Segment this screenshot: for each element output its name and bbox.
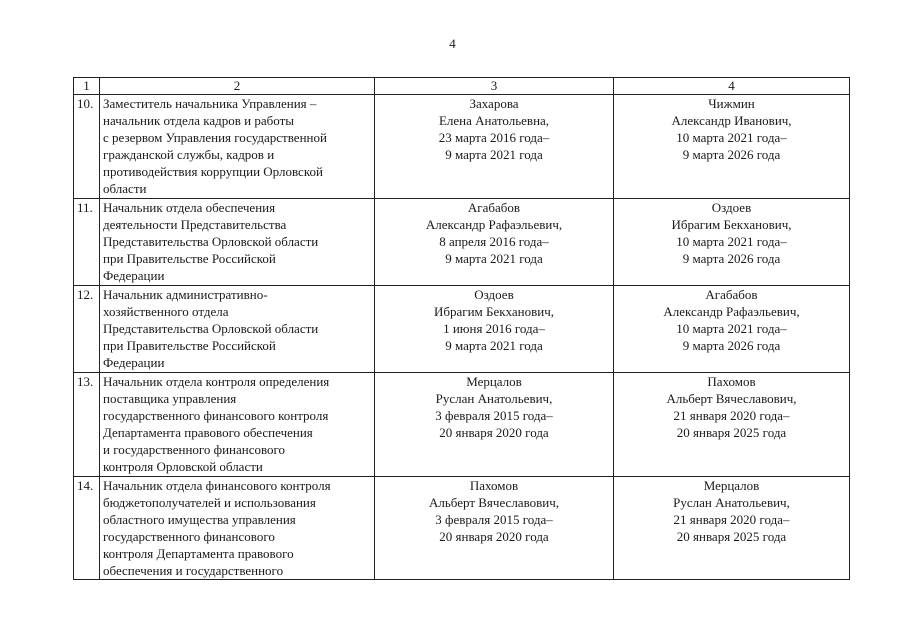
previous-holder-name: Захарова	[469, 96, 519, 111]
next-holder-name: Чижмин	[708, 96, 755, 111]
next-holder-patronymic: Альберт Вячеславович,	[666, 391, 797, 406]
previous-holder-from: 3 февраля 2015 года–	[435, 512, 553, 527]
next-holder-from: 21 января 2020 года–	[673, 512, 790, 527]
previous-holder-patronymic: Руслан Анатольевич,	[435, 391, 553, 406]
previous-holder	[375, 95, 614, 199]
header-cell-4: 4	[614, 78, 850, 95]
position-title: Начальник отдела финансового контроля бюджетополучателей и использования областного имущества управления государственного финансового контроля Департамента правового обеспечения и государственного	[100, 477, 375, 580]
appointments-table	[73, 77, 850, 580]
row-number: 11.	[74, 199, 100, 286]
next-holder	[614, 199, 850, 286]
previous-holder-from: 8 апреля 2016 года–	[439, 234, 549, 249]
next-holder-from: 10 марта 2021 года–	[676, 130, 787, 145]
table-row	[74, 477, 850, 580]
header-cell-1: 1	[74, 78, 100, 95]
row-number: 10.	[74, 95, 100, 199]
next-holder-name: Оздоев	[711, 200, 752, 215]
previous-holder-name: Мерцалов	[466, 374, 522, 389]
next-holder-to: 9 марта 2026 года	[682, 147, 781, 162]
next-holder-to: 9 марта 2026 года	[682, 251, 781, 266]
row-number: 13.	[74, 373, 100, 477]
next-holder-name: Агабабов	[705, 287, 758, 302]
previous-holder-name: Оздоев	[474, 287, 514, 302]
table-row	[74, 199, 850, 286]
next-holder	[614, 95, 850, 199]
previous-holder	[375, 477, 614, 580]
previous-holder-name: Пахомов	[469, 478, 519, 493]
previous-holder-from: 1 июня 2016 года–	[443, 321, 545, 336]
next-holder	[614, 373, 850, 477]
previous-holder-patronymic: Александр Рафаэльевич,	[425, 217, 563, 232]
previous-holder-to: 9 марта 2021 года	[445, 251, 543, 266]
previous-holder-patronymic: Ибрагим Бекханович,	[433, 304, 555, 319]
next-holder	[614, 477, 850, 580]
previous-holder-from: 23 марта 2016 года–	[438, 130, 550, 145]
position-title: Заместитель начальника Управления – начальник отдела кадров и работы с резервом Управления государственной гражданской службы, кадров и противодействия коррупции Орловской области	[100, 95, 375, 199]
row-number: 12.	[74, 286, 100, 373]
next-holder	[614, 286, 850, 373]
next-holder-to: 20 января 2025 года	[676, 529, 787, 544]
next-holder-patronymic: Руслан Анатольевич,	[673, 495, 790, 510]
previous-holder-patronymic: Альберт Вячеславович,	[428, 495, 560, 510]
table-row	[74, 95, 850, 199]
next-holder-name: Мерцалов	[703, 478, 760, 493]
position-title: Начальник отдела контроля определения поставщика управления государственного финансового контроля Департамента правового обеспечения и государственного финансового контроля Орловской области	[100, 373, 375, 477]
next-holder-from: 10 марта 2021 года–	[676, 321, 787, 336]
next-holder-to: 20 января 2025 года	[676, 425, 787, 440]
previous-holder-name: Агабабов	[467, 200, 521, 215]
previous-holder-to: 9 марта 2021 года	[445, 147, 543, 162]
previous-holder	[375, 199, 614, 286]
next-holder-patronymic: Александр Рафаэльевич,	[663, 304, 800, 319]
row-number: 14.	[74, 477, 100, 580]
next-holder-to: 9 марта 2026 года	[682, 338, 781, 353]
next-holder-patronymic: Александр Иванович,	[671, 113, 792, 128]
next-holder-name: Пахомов	[707, 374, 756, 389]
position-title: Начальник административно- хозяйственного отдела Представительства Орловской области при Правительстве Российской Федерации	[100, 286, 375, 373]
next-holder-from: 10 марта 2021 года–	[676, 234, 787, 249]
previous-holder-to: 20 января 2020 года	[439, 529, 549, 544]
previous-holder-patronymic: Елена Анатольевна,	[438, 113, 550, 128]
table-header-row	[74, 78, 850, 95]
table-row	[74, 373, 850, 477]
previous-holder-to: 20 января 2020 года	[439, 425, 549, 440]
previous-holder-from: 3 февраля 2015 года–	[435, 408, 553, 423]
previous-holder-to: 9 марта 2021 года	[445, 338, 543, 353]
previous-holder	[375, 373, 614, 477]
header-cell-3: 3	[375, 78, 614, 95]
header-cell-2: 2	[100, 78, 375, 95]
position-title: Начальник отдела обеспечения деятельности Представительства Представительства Орловской области при Правительстве Российской Федерации	[100, 199, 375, 286]
previous-holder	[375, 286, 614, 373]
next-holder-from: 21 января 2020 года–	[673, 408, 790, 423]
page-number: 4	[449, 36, 456, 51]
next-holder-patronymic: Ибрагим Бекханович,	[671, 217, 792, 232]
table-row	[74, 286, 850, 373]
